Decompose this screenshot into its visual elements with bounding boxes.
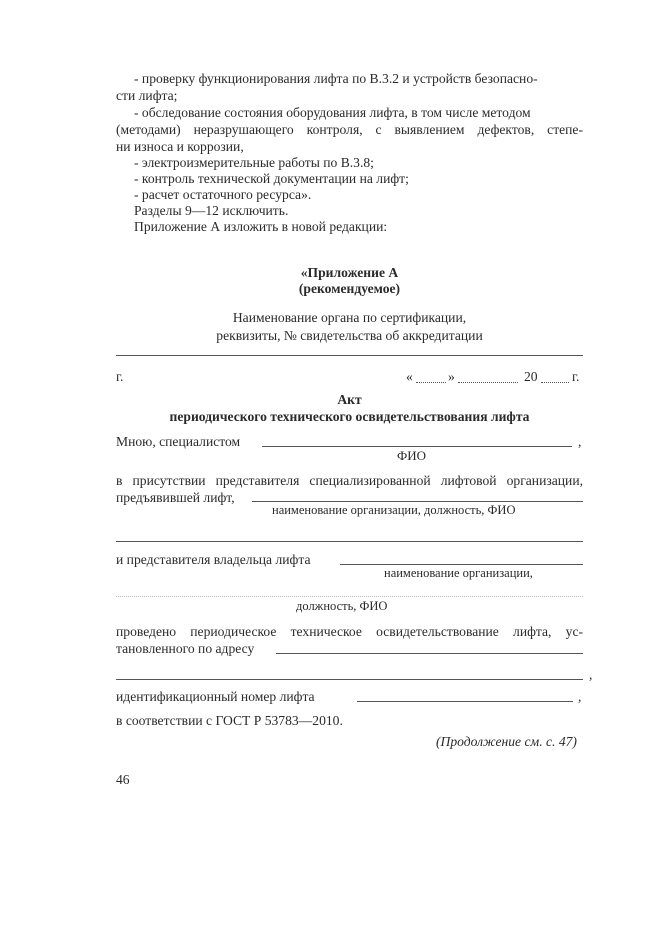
certification-body-line-1: Наименование органа по сертификации, xyxy=(232,310,467,325)
intro-line-5: ни износа и коррозии, xyxy=(116,139,244,154)
org-position-fio-caption: наименование организации, должность, ФИО xyxy=(272,503,516,517)
page-number: 46 xyxy=(116,772,130,787)
lift-id-label: идентификационный номер лифта xyxy=(116,689,315,704)
address-field-continued[interactable] xyxy=(116,679,583,680)
intro-line-3: - обследование состояния оборудования лифта, в том числе методом xyxy=(134,105,531,120)
inspection-line: проведено периодическое техническое освидетельствование лифта, ус- xyxy=(116,624,583,639)
date-month-blank xyxy=(458,382,518,383)
certification-body-line-2: реквизиты, № свидетельства об аккредитации xyxy=(216,328,483,343)
appendix-subtitle: (рекомендуемое) xyxy=(298,281,401,296)
year-suffix: г. xyxy=(572,369,580,384)
intro-line-6: - электроизмерительные работы по В.3.8; xyxy=(134,155,374,170)
address-field[interactable] xyxy=(276,653,583,654)
intro-line-8: - расчет остаточного ресурса». xyxy=(134,187,312,202)
specialist-field[interactable] xyxy=(262,446,572,447)
specialist-label: Мною, специалистом xyxy=(116,434,241,449)
org-name-caption: наименование организации, xyxy=(384,566,533,580)
date-close-quote: » xyxy=(448,369,455,384)
lift-id-comma: , xyxy=(578,689,582,704)
owner-rep-label: и представителя владельца лифта xyxy=(116,552,311,567)
gost-reference: в соответствии с ГОСТ Р 53783—2010. xyxy=(116,713,343,728)
organization-field-continued[interactable] xyxy=(116,541,583,542)
certification-body-underline xyxy=(116,355,583,356)
presence-line: в присутствии представителя специализированной лифтовой организации, xyxy=(116,473,583,488)
presented-lift-label: предъявившей лифт, xyxy=(116,490,235,505)
position-fio-caption: должность, ФИО xyxy=(296,599,388,613)
date-day-blank xyxy=(416,382,446,383)
act-title: Акт xyxy=(337,392,362,407)
appendix-title: «Приложение А xyxy=(300,265,399,280)
date-open-quote: « xyxy=(406,369,413,384)
intro-line-4: (методами) неразрушающего контроля, с выявлением дефектов, степе- xyxy=(116,122,583,137)
intro-line-9: Разделы 9—12 исключить. xyxy=(134,203,289,218)
specialist-comma: , xyxy=(578,434,582,449)
address-comma: , xyxy=(589,667,593,682)
continued-note: (Продолжение см. с. 47) xyxy=(436,734,577,749)
intro-line-2: сти лифта; xyxy=(116,88,178,103)
organization-field[interactable] xyxy=(252,501,583,502)
owner-rep-field[interactable] xyxy=(340,564,583,565)
owner-rep-field-continued[interactable] xyxy=(116,596,583,597)
year-prefix: 20 xyxy=(524,369,538,384)
fio-caption: ФИО xyxy=(397,448,427,463)
city-label: г. xyxy=(116,369,124,384)
intro-line-10: Приложение А изложить в новой редакции: xyxy=(134,219,388,234)
intro-line-1: - проверку функционирования лифта по В.3.2 и устройств безопасно- xyxy=(134,71,538,86)
date-year-blank xyxy=(541,382,569,383)
lift-id-field[interactable] xyxy=(357,701,573,702)
act-subtitle: периодического технического освидетельствования лифта xyxy=(169,409,530,424)
intro-line-7: - контроль технической документации на лифт; xyxy=(134,171,409,186)
installed-at-label: тановленного по адресу xyxy=(116,641,255,656)
